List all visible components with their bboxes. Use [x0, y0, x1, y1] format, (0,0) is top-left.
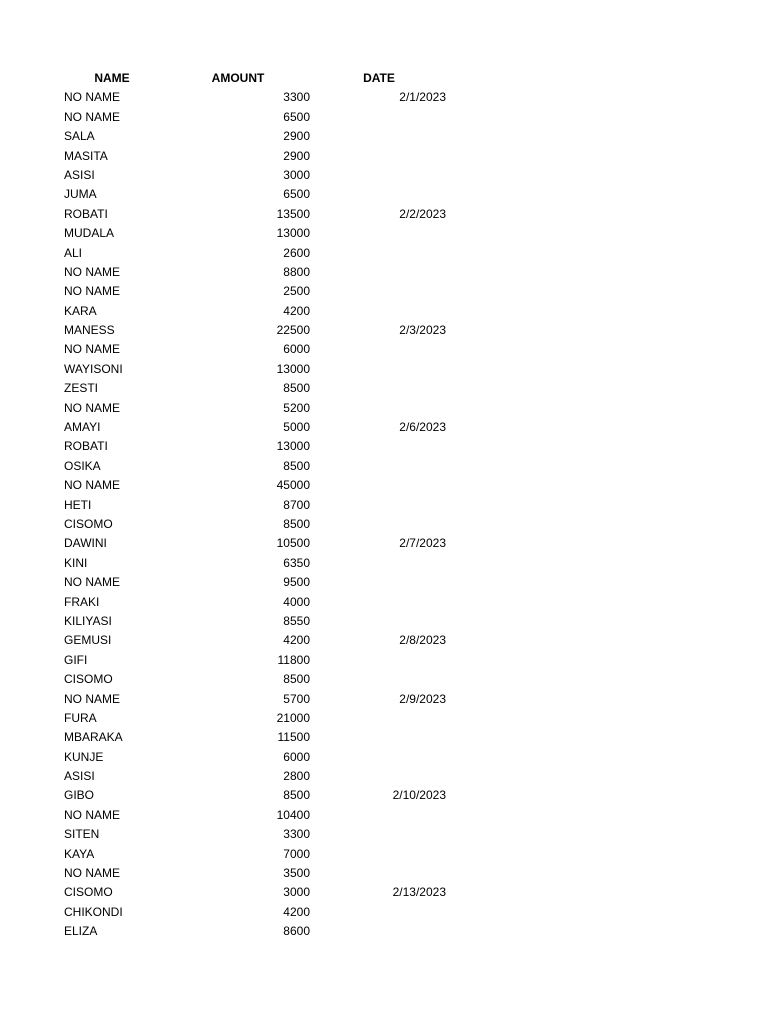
name-cell: GEMUSI — [64, 633, 112, 648]
amount-cell: 4200 — [283, 303, 310, 318]
table-row — [0, 88, 768, 107]
table-row — [0, 534, 768, 553]
amount-column-header: AMOUNT — [211, 71, 265, 85]
name-cell: KUNJE — [64, 749, 104, 764]
date-cell — [330, 496, 446, 515]
date-cell: 2/2/2023 — [399, 206, 446, 221]
table-row — [0, 263, 768, 282]
amount-cell: 9500 — [283, 575, 310, 590]
date-cell — [330, 476, 446, 495]
name-cell: AMAYI — [64, 420, 101, 435]
name-cell: HETI — [64, 497, 92, 512]
name-cell: MANESS — [64, 323, 115, 338]
table-row — [0, 631, 768, 650]
table-row — [0, 515, 768, 534]
date-cell — [330, 922, 446, 941]
amount-cell: 8500 — [283, 788, 310, 803]
amount-cell: 21000 — [276, 710, 310, 725]
amount-cell: 4200 — [283, 904, 310, 919]
table-row — [0, 476, 768, 495]
amount-cell: 2600 — [283, 245, 310, 260]
name-cell: NO NAME — [64, 109, 121, 124]
date-cell — [330, 399, 446, 418]
amount-cell: 10400 — [276, 807, 310, 822]
amount-cell: 8700 — [283, 497, 310, 512]
table-body — [0, 88, 768, 941]
date-cell — [330, 127, 446, 146]
name-cell: NO NAME — [64, 691, 121, 706]
amount-cell: 8600 — [283, 924, 310, 939]
amount-cell: 5000 — [283, 420, 310, 435]
date-cell — [330, 767, 446, 786]
name-cell: CISOMO — [64, 885, 113, 900]
name-column-header: NAME — [94, 71, 130, 85]
table-row — [0, 108, 768, 127]
amount-cell: 11500 — [277, 730, 310, 745]
name-cell: KILIYASI — [64, 613, 112, 628]
amount-cell: 22500 — [276, 323, 310, 338]
table-row — [0, 437, 768, 456]
amount-cell: 45000 — [276, 478, 310, 493]
amount-cell: 10500 — [276, 536, 310, 551]
name-cell: FRAKI — [64, 594, 100, 609]
table-row — [0, 573, 768, 592]
table-row — [0, 496, 768, 515]
table-row — [0, 399, 768, 418]
table-row — [0, 554, 768, 573]
amount-cell: 8800 — [283, 264, 310, 279]
name-cell: OSIKA — [64, 458, 101, 473]
amount-cell: 5200 — [283, 400, 310, 415]
name-cell: MBARAKA — [64, 730, 123, 745]
table-row — [0, 670, 768, 689]
table-row — [0, 651, 768, 670]
name-cell: KARA — [64, 303, 97, 318]
table-row — [0, 166, 768, 185]
date-cell — [330, 806, 446, 825]
amount-cell: 6500 — [283, 187, 310, 202]
date-cell — [330, 437, 446, 456]
table-row — [0, 748, 768, 767]
date-cell: 2/13/2023 — [392, 885, 446, 900]
date-cell — [330, 166, 446, 185]
name-cell: CHIKONDI — [64, 904, 123, 919]
table-row — [0, 845, 768, 864]
table-row — [0, 379, 768, 398]
name-cell: CISOMO — [64, 672, 113, 687]
spreadsheet-table — [0, 69, 768, 942]
amount-cell: 8500 — [283, 672, 310, 687]
name-cell: ELIZA — [64, 924, 98, 939]
table-row — [0, 360, 768, 379]
amount-cell: 2800 — [283, 769, 310, 784]
date-cell: 2/8/2023 — [399, 633, 446, 648]
header-row — [0, 69, 768, 88]
table-row — [0, 593, 768, 612]
date-cell — [330, 457, 446, 476]
date-cell — [330, 108, 446, 127]
date-cell — [330, 147, 446, 166]
name-cell: ROBATI — [64, 206, 108, 221]
table-row — [0, 728, 768, 747]
amount-cell: 13000 — [276, 439, 310, 454]
name-cell: SALA — [64, 129, 95, 144]
date-cell — [330, 651, 446, 670]
table-row — [0, 321, 768, 340]
table-row — [0, 340, 768, 359]
date-cell — [330, 263, 446, 282]
date-cell: 2/7/2023 — [399, 536, 446, 551]
name-cell: SITEN — [64, 827, 100, 842]
table-row — [0, 418, 768, 437]
table-row — [0, 244, 768, 263]
amount-cell: 5700 — [283, 691, 310, 706]
name-cell: CISOMO — [64, 516, 113, 531]
amount-cell: 4200 — [283, 633, 310, 648]
amount-cell: 11800 — [277, 652, 310, 667]
date-cell: 2/9/2023 — [399, 691, 446, 706]
table-row — [0, 825, 768, 844]
name-cell: NO NAME — [64, 478, 121, 493]
date-cell: 2/10/2023 — [392, 788, 446, 803]
date-cell — [330, 709, 446, 728]
amount-cell: 8550 — [283, 613, 310, 628]
table-row — [0, 767, 768, 786]
amount-cell: 3000 — [283, 885, 310, 900]
date-cell — [330, 340, 446, 359]
name-cell: GIFI — [64, 652, 88, 667]
amount-cell: 4000 — [283, 594, 310, 609]
date-cell — [330, 864, 446, 883]
name-cell: JUMA — [64, 187, 97, 202]
amount-cell: 7000 — [283, 846, 310, 861]
name-cell: NO NAME — [64, 264, 121, 279]
date-cell — [330, 845, 446, 864]
date-cell — [330, 360, 446, 379]
date-cell — [330, 573, 446, 592]
date-cell — [330, 224, 446, 243]
amount-cell: 13500 — [276, 206, 310, 221]
amount-cell: 2900 — [283, 129, 310, 144]
name-cell: KAYA — [64, 846, 95, 861]
date-cell — [330, 748, 446, 767]
date-cell — [330, 612, 446, 631]
date-cell: 2/6/2023 — [399, 420, 446, 435]
date-cell — [330, 379, 446, 398]
amount-cell: 8500 — [283, 458, 310, 473]
amount-cell: 8500 — [283, 381, 310, 396]
name-cell: MUDALA — [64, 226, 115, 241]
table-row — [0, 709, 768, 728]
name-cell: ZESTI — [64, 381, 99, 396]
date-cell: 2/3/2023 — [399, 323, 446, 338]
amount-cell: 3300 — [283, 90, 310, 105]
amount-cell: 2900 — [283, 148, 310, 163]
date-cell — [330, 728, 446, 747]
table-row — [0, 185, 768, 204]
name-cell: GIBO — [64, 788, 95, 803]
name-cell: ROBATI — [64, 439, 108, 454]
table-row — [0, 224, 768, 243]
table-row — [0, 806, 768, 825]
date-cell — [330, 185, 446, 204]
amount-cell: 6350 — [283, 555, 310, 570]
name-cell: ASISI — [64, 769, 95, 784]
date-cell — [330, 282, 446, 301]
name-cell: NO NAME — [64, 575, 121, 590]
amount-cell: 3300 — [283, 827, 310, 842]
name-cell: NO NAME — [64, 807, 121, 822]
date-cell — [330, 554, 446, 573]
table-row — [0, 786, 768, 805]
table-row — [0, 903, 768, 922]
amount-cell: 8500 — [283, 516, 310, 531]
name-cell: KINI — [64, 555, 88, 570]
name-cell: NO NAME — [64, 90, 121, 105]
date-column-header: DATE — [363, 71, 395, 85]
table-row — [0, 612, 768, 631]
name-cell: FURA — [64, 710, 97, 725]
table-row — [0, 883, 768, 902]
amount-cell: 2500 — [283, 284, 310, 299]
amount-cell: 6000 — [283, 342, 310, 357]
table-row — [0, 690, 768, 709]
name-cell: MASITA — [64, 148, 108, 163]
name-cell: ASISI — [64, 167, 95, 182]
amount-cell: 3500 — [283, 866, 310, 881]
table-row — [0, 282, 768, 301]
name-cell: NO NAME — [64, 342, 121, 357]
table-row — [0, 922, 768, 941]
amount-cell: 3000 — [283, 167, 310, 182]
date-cell — [330, 903, 446, 922]
date-cell — [330, 302, 446, 321]
amount-cell: 13000 — [276, 361, 310, 376]
name-cell: NO NAME — [64, 866, 121, 881]
date-cell — [330, 515, 446, 534]
name-cell: NO NAME — [64, 284, 121, 299]
date-cell: 2/1/2023 — [399, 90, 446, 105]
date-cell — [330, 670, 446, 689]
amount-cell: 6500 — [283, 109, 310, 124]
name-cell: ALI — [64, 245, 83, 260]
table-row — [0, 147, 768, 166]
amount-cell: 13000 — [276, 226, 310, 241]
table-row — [0, 457, 768, 476]
date-cell — [330, 244, 446, 263]
date-cell — [330, 825, 446, 844]
name-cell: NO NAME — [64, 400, 121, 415]
amount-cell: 6000 — [283, 749, 310, 764]
name-cell: WAYISONI — [64, 361, 123, 376]
table-row — [0, 302, 768, 321]
date-cell — [330, 593, 446, 612]
table-row — [0, 864, 768, 883]
name-cell: DAWINI — [64, 536, 107, 551]
table-row — [0, 127, 768, 146]
table-row — [0, 205, 768, 224]
